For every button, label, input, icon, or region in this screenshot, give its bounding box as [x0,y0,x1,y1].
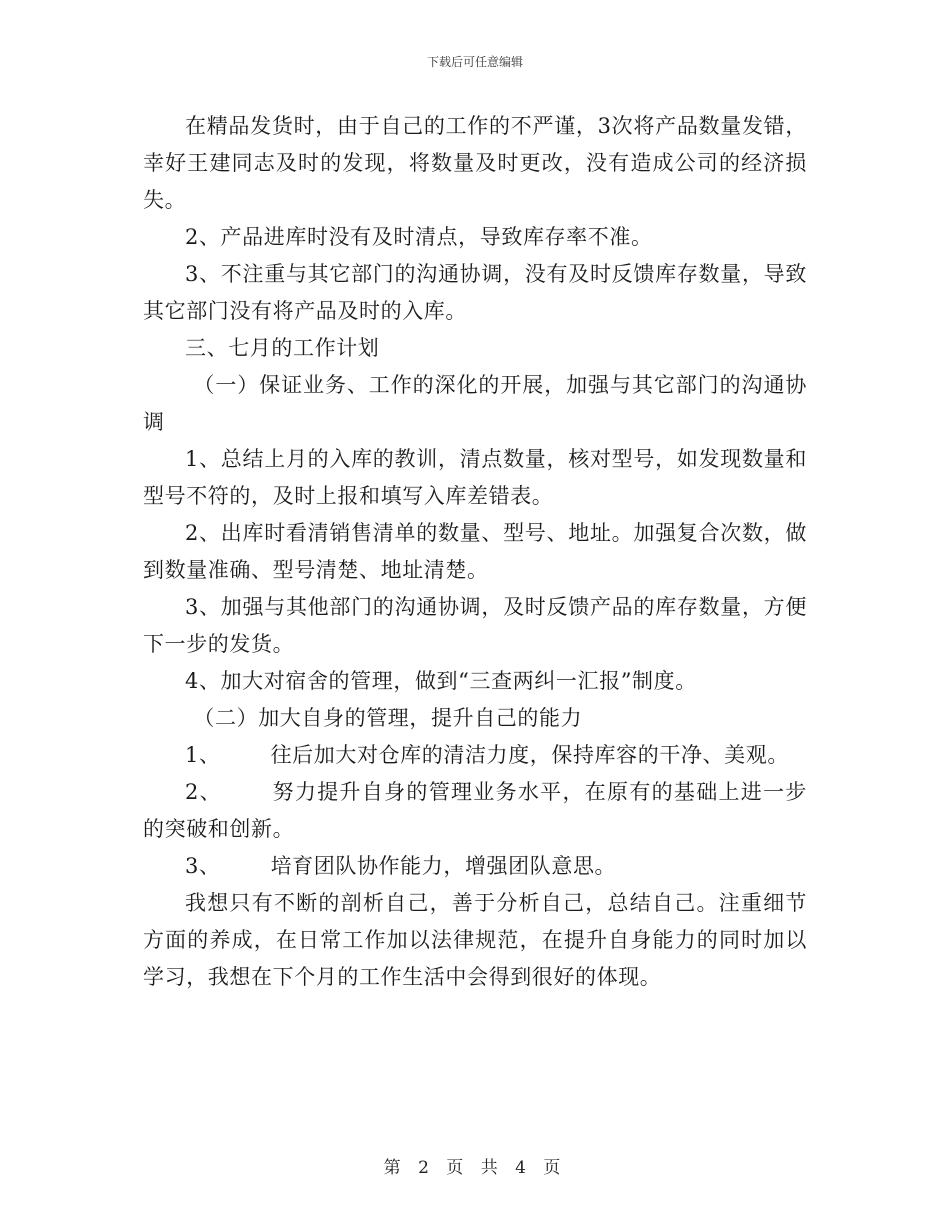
numbered-item-1 [143,737,807,774]
paragraph-item-2-inventory: 2、产品进库时没有及时清点，导致库存率不准。 [185,225,653,249]
numbered-item-2 [143,774,807,848]
closing-paragraph: 我想只有不断的剖析自己，善于分析自己，总结自己。注重细节方面的养成，在日常工作加以法律规范，在提升自身能力的同时加以学习，我想在下个月的工作生活中会得到很好的体现。 [143,891,807,989]
numbered-item-number: 3、 [185,854,221,878]
numbered-item-number: 1、 [185,743,221,767]
numbered-item-number: 2、 [185,780,222,804]
numbered-item-text: 培育团队协作能力，增强团队意思。 [270,854,617,878]
plan-item-3: 3、加强与其他部门的沟通协调，及时反馈产品的库存数量，方便下一步的发货。 [143,595,807,656]
numbered-item-text: 往后加大对仓库的清洁力度，保持库容的干净、美观。 [270,743,789,767]
subsection-heading-2: （二）加大自身的管理，提升自己的能力 [193,706,583,730]
plan-item-4: 4、加大对宿舍的管理，做到“三查两纠一汇报”制度。 [185,669,697,693]
plan-item-1: 1、总结上月的入库的教训，清点数量，核对型号，如发现数量和型号不符的，及时上报和填写入库差错表。 [143,447,807,508]
page-header: 下载后可任意编辑 [426,55,523,69]
document-body [143,108,807,996]
section-heading-july-plan: 三、七月的工作计划 [185,336,380,360]
page-footer: 第 2 页 共 4 页 [383,1158,567,1178]
numbered-item-3 [143,848,807,885]
plan-item-2: 2、出库时看清销售清单的数量、型号、地址。加强复合次数，做到数量准确、型号清楚、地址清楚。 [143,521,807,582]
paragraph-item-3-communication: 3、不注重与其它部门的沟通协调，没有及时反馈库存数量，导致其它部门没有将产品及时的入库。 [143,262,807,323]
paragraph-shipping-errors: 在精品发货时，由于自己的工作的不严谨，3次将产品数量发错，幸好王建同志及时的发现，将数量及时更改，没有造成公司的经济损失。 [143,114,807,212]
numbered-item-text: 努力提升自身的管理业务水平，在原有的基础上进一步的突破和创新。 [143,780,807,841]
subsection-heading-1: （一）保证业务、工作的深化的开展，加强与其它部门的沟通协调 [143,373,807,434]
